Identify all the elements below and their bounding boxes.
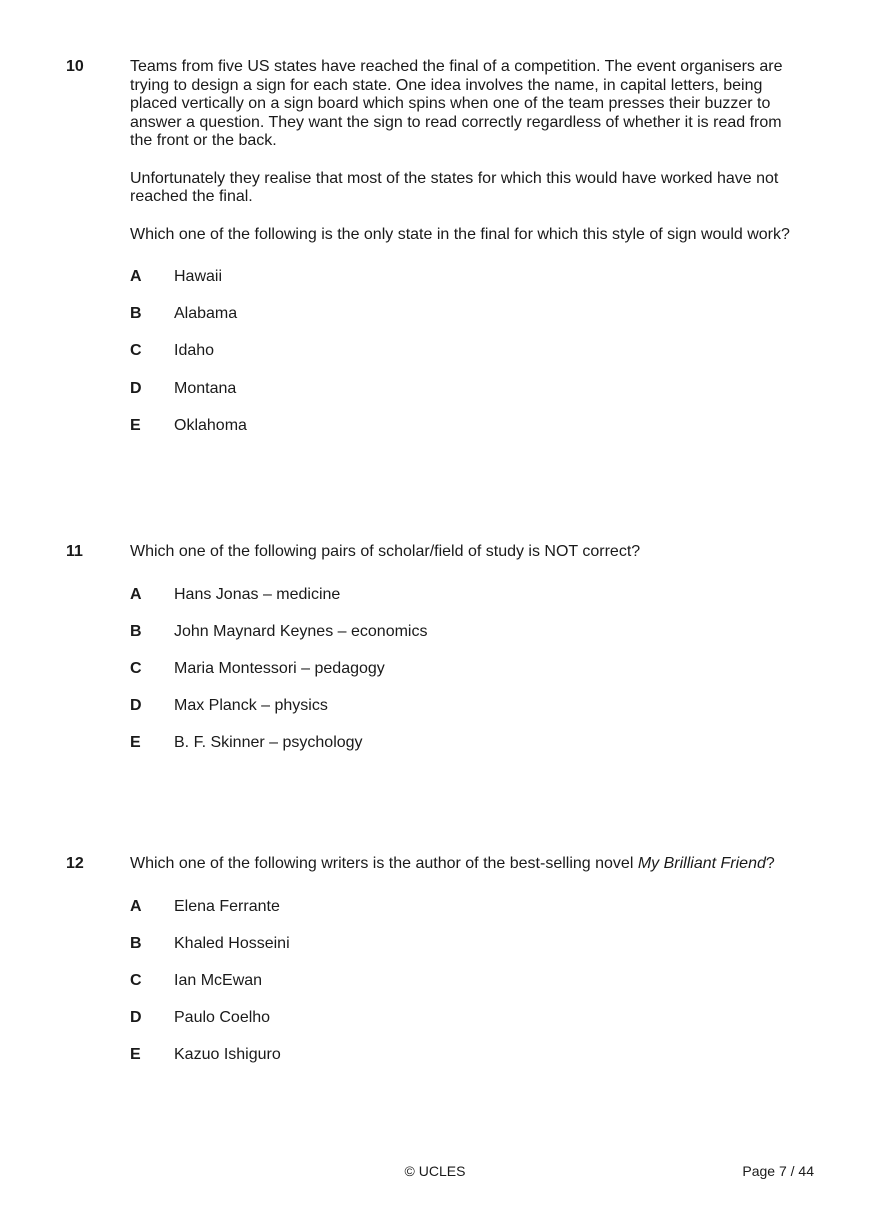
option-text: Kazuo Ishiguro bbox=[174, 1046, 281, 1064]
answer-option[interactable] bbox=[130, 1009, 806, 1028]
question-number: 11 bbox=[66, 543, 83, 560]
answer-option[interactable] bbox=[130, 660, 806, 679]
option-text: Elena Ferrante bbox=[174, 897, 280, 915]
option-letter: D bbox=[130, 697, 142, 715]
option-letter: B bbox=[130, 622, 142, 640]
footer-copyright: © UCLES bbox=[404, 1163, 466, 1179]
option-text: B. F. Skinner – psychology bbox=[174, 734, 363, 752]
option-letter: E bbox=[130, 1046, 141, 1064]
answer-options bbox=[130, 268, 806, 435]
answer-option[interactable] bbox=[130, 1046, 806, 1065]
option-text: Max Planck – physics bbox=[174, 697, 328, 715]
answer-option[interactable] bbox=[130, 380, 806, 399]
option-text: Idaho bbox=[174, 342, 215, 360]
option-text: Paulo Coelho bbox=[174, 1009, 271, 1027]
question-prompt: Which one of the following pairs of scholar/field of study is NOT correct? bbox=[130, 543, 641, 560]
option-letter: E bbox=[130, 416, 141, 434]
question-number: 12 bbox=[66, 855, 84, 872]
option-letter: B bbox=[130, 934, 142, 952]
question-11 bbox=[66, 543, 806, 753]
option-letter: C bbox=[130, 342, 142, 360]
option-letter: C bbox=[130, 971, 142, 989]
option-letter: D bbox=[130, 379, 142, 397]
answer-option[interactable] bbox=[130, 586, 806, 605]
option-letter: A bbox=[130, 268, 142, 285]
option-text: Alabama bbox=[174, 305, 238, 323]
footer-page-number: Page 7 / 44 bbox=[742, 1163, 814, 1179]
prompt-text: Which one of the following writers is the author of the best-selling novel bbox=[130, 855, 638, 872]
option-text: Montana bbox=[174, 379, 237, 397]
answer-option[interactable] bbox=[130, 898, 806, 917]
option-letter: A bbox=[130, 585, 142, 603]
answer-options bbox=[130, 898, 806, 1065]
option-text: Hawaii bbox=[174, 268, 223, 285]
question-stem bbox=[130, 58, 790, 244]
question-prompt bbox=[130, 855, 790, 874]
option-letter: A bbox=[130, 897, 142, 915]
option-text: Hans Jonas – medicine bbox=[174, 585, 341, 603]
answer-option[interactable] bbox=[130, 734, 806, 753]
question-paragraph: Teams from five US states have reached the final of a competition. The event organisers are trying to design a sign for each state. One idea involves the name, in capital letters, being placed vertically on a sign board which spins when one of the team presses their buzzer to answer a question. They want the sign to read correctly regardless of whether it is read from the front or the back. bbox=[130, 58, 783, 149]
answer-option[interactable] bbox=[130, 342, 806, 361]
answer-option[interactable] bbox=[130, 972, 806, 991]
option-letter: E bbox=[130, 734, 141, 752]
option-text: John Maynard Keynes – economics bbox=[174, 622, 428, 640]
option-letter: C bbox=[130, 659, 142, 677]
option-text: Ian McEwan bbox=[174, 971, 263, 989]
option-letter: B bbox=[130, 305, 142, 323]
option-text: Oklahoma bbox=[174, 416, 247, 434]
question-number: 10 bbox=[66, 58, 84, 75]
answer-options bbox=[130, 586, 806, 753]
question-10 bbox=[66, 58, 806, 435]
question-12 bbox=[66, 855, 806, 1065]
answer-option[interactable] bbox=[130, 305, 806, 324]
novel-title: My Brilliant Friend bbox=[637, 855, 766, 872]
answer-option[interactable] bbox=[130, 268, 806, 287]
answer-option[interactable] bbox=[130, 417, 806, 436]
answer-option[interactable] bbox=[130, 935, 806, 954]
option-letter: D bbox=[130, 1009, 142, 1027]
question-stem bbox=[130, 543, 790, 562]
question-paragraph: Unfortunately they realise that most of the states for which this would have worked have not reached the final. bbox=[130, 169, 779, 205]
answer-option[interactable] bbox=[130, 697, 806, 716]
prompt-suffix: ? bbox=[765, 855, 775, 872]
question-prompt: Which one of the following is the only state in the final for which this style of sign would work? bbox=[130, 225, 790, 243]
answer-option[interactable] bbox=[130, 623, 806, 642]
option-text: Khaled Hosseini bbox=[174, 934, 290, 952]
option-text: Maria Montessori – pedagogy bbox=[174, 659, 385, 677]
question-stem bbox=[130, 855, 790, 874]
